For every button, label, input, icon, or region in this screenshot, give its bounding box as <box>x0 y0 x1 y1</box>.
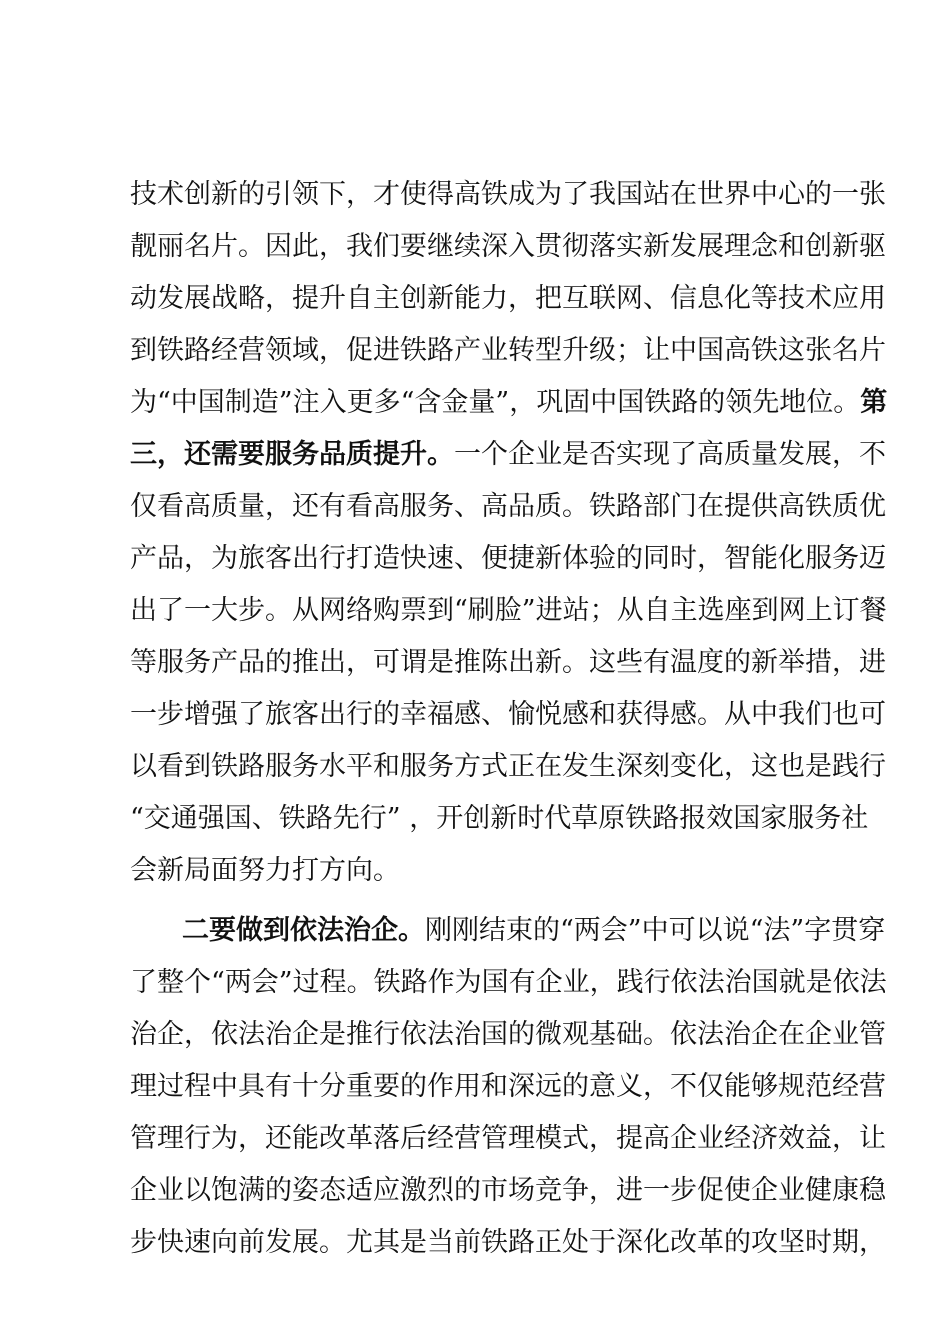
text-line: 会新局面努力打方向。 <box>130 855 400 886</box>
text-line: 出了一大步。从网络购票到“刷脸”进站；从自主选座到网上订餐 <box>130 595 887 626</box>
text-line: 一步增强了旅客出行的幸福感、愉悦感和获得感。从中我们也可 <box>130 699 886 730</box>
text-line: 以看到铁路服务水平和服务方式正在发生深刻变化，这也是践行 <box>130 751 886 782</box>
bold-heading-end-prefix: 三， <box>130 439 184 470</box>
text-line: 动发展战略，提升自主创新能力，把互联网、信息化等技术应用 <box>130 283 886 314</box>
text-line <box>130 377 888 429</box>
bold-heading-end: 还需要服务品质提升。 <box>184 439 454 470</box>
text-line: 步快速向前发展。尤其是当前铁路正处于深化改革的攻坚时期， <box>130 1227 886 1258</box>
text-line: 产品，为旅客出行打造快速、便捷新体验的同时，智能化服务迈 <box>130 543 886 574</box>
text-segment: 为“中国制造”注入更多“含金量”，巩固中国铁路的领先地位。 <box>130 387 861 418</box>
text-segment: 一个企业是否实现了高质量发展，不 <box>454 439 886 470</box>
text-line <box>130 429 886 481</box>
bold-heading-start: 第 <box>860 387 888 418</box>
text-line <box>182 905 886 957</box>
text-line: 管理行为，还能改革落后经营管理模式，提高企业经济效益，让 <box>130 1123 886 1154</box>
text-line: 治企，依法治企是推行依法治国的微观基础。依法治企在企业管 <box>130 1019 886 1050</box>
text-line: “交通强国、铁路先行” ，开创新时代草原铁路报效国家服务社 <box>130 803 869 834</box>
text-line: 了整个“两会”过程。铁路作为国有企业，践行依法治国就是依法 <box>130 967 887 998</box>
text-line: 靓丽名片。因此，我们要继续深入贯彻落实新发展理念和创新驱 <box>130 231 886 262</box>
text-line: 到铁路经营领域，促进铁路产业转型升级；让中国高铁这张名片 <box>130 335 886 366</box>
text-line: 等服务产品的推出，可谓是推陈出新。这些有温度的新举措，进 <box>130 647 886 678</box>
text-line: 技术创新的引领下，才使得高铁成为了我国站在世界中心的一张 <box>130 179 886 210</box>
text-line: 企业以饱满的姿态适应激烈的市场竞争，进一步促使企业健康稳 <box>130 1175 886 1206</box>
text-line: 理过程中具有十分重要的作用和深远的意义，不仅能够规范经营 <box>130 1071 886 1102</box>
text-segment: 刚刚结束的“两会”中可以说“法”字贯穿 <box>425 915 886 946</box>
section-heading: 二要做到依法治企。 <box>182 915 425 946</box>
text-line: 仅看高质量，还有看高服务、高品质。铁路部门在提供高铁质优 <box>130 491 886 522</box>
